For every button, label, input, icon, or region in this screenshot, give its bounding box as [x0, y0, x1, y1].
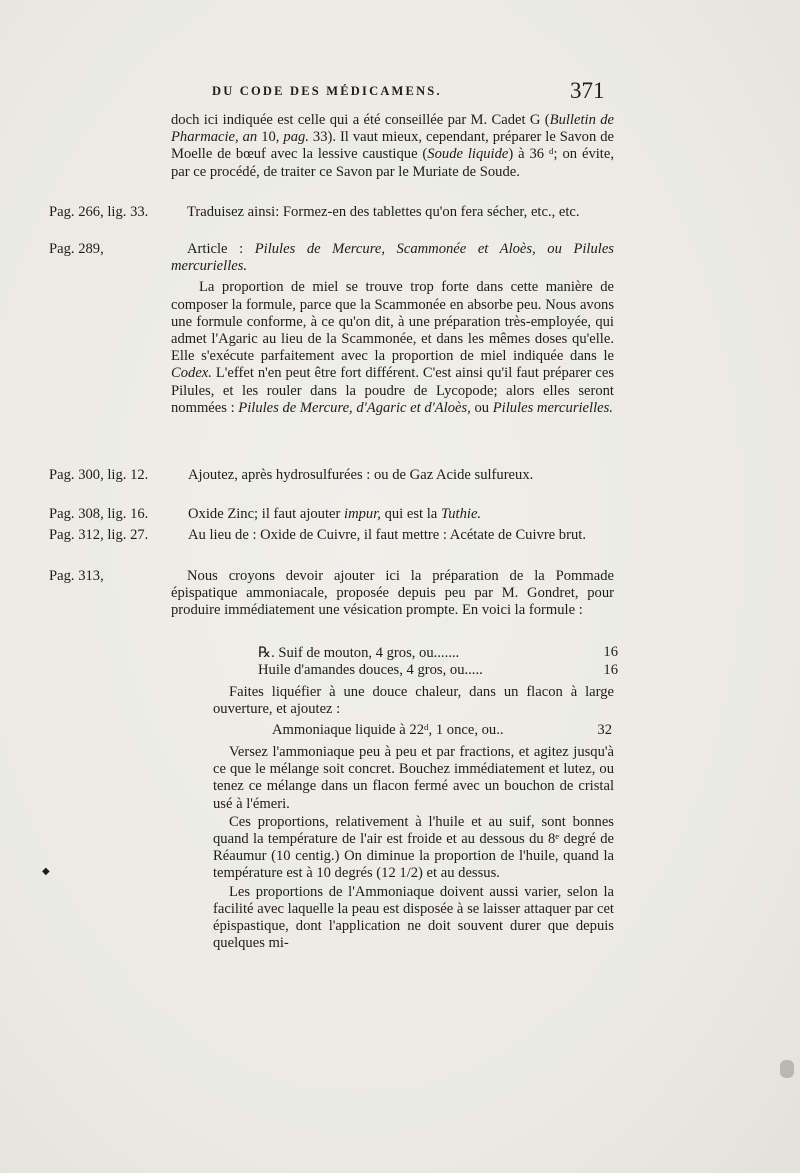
page-header	[0, 78, 800, 108]
page-ref-300: Pag. 300, lig. 12.	[49, 467, 149, 483]
recipe-list	[258, 644, 618, 680]
paragraph-cadet	[171, 112, 614, 181]
entry-text: Nous croyons devoir ajouter ici la préparation de la Pommade épispatique ammoniacale, proposée depuis peu par M. Gondret, pour produire immédiatement une vésication prompte. En voici la formule :	[171, 568, 614, 619]
italic-run: Codex.	[171, 365, 212, 382]
recipe-ingredient: ℞. Suif de mouton, 4 gros, ou.......	[258, 645, 460, 661]
italic-run: impur,	[344, 506, 381, 522]
margin-mark-icon: ◆	[42, 866, 50, 877]
text-run: 33). Il vaut mieux, cependant, préparer le Savon de Moelle de bœuf avec la lessive caustique (	[171, 129, 614, 163]
text-run: Oxide Zinc; il faut ajouter	[188, 506, 345, 522]
recipe-ammonia	[272, 722, 612, 739]
page-edge-blot-icon	[780, 1060, 794, 1078]
recipe-quantity: 16	[603, 644, 618, 660]
recipe-quantity: 32	[597, 722, 612, 738]
entry-text: Versez l'ammoniaque peu à peu et par fractions, et agitez jusqu'à ce que le mélange soit concret. Bouchez immédiatement et lutez, ou tenez ce mélange dans un flacon fermé avec un bouchon de cristal usé à l'émeri.	[213, 744, 614, 812]
entry-300	[188, 467, 614, 484]
entry-313-liquefy	[213, 684, 614, 718]
entry-text: Ajoutez, après hydrosulfurées : ou de Gaz Acide sulfureux.	[188, 467, 534, 483]
text-run: Article :	[187, 241, 255, 257]
italic-run: Pilules de Mercure, Scammonée et Aloès, ou Pilules mercurielles.	[171, 241, 614, 275]
italic-run: Pilules de Mercure, d'Agaric et d'Aloès,	[238, 399, 471, 416]
page-number: 371	[570, 78, 605, 103]
entry-313-body	[213, 744, 614, 952]
page-ref-312: Pag. 312, lig. 27.	[49, 527, 149, 543]
recipe-ingredient: Ammoniaque liquide à 22ᵈ, 1 once, ou..	[272, 722, 504, 738]
text-run: L'effet n'en peut être fort différent. C'est ainsi qu'il faut préparer ces Pilules, et les rouler dans la poudre de Lycopode; alors elles seront nommées :	[171, 365, 614, 416]
text-run: doch ici indiquée est celle qui a été conseillée par M. Cadet G (	[171, 112, 550, 128]
text-run: 10,	[257, 129, 284, 146]
entry-text: Faites liquéfier à une douce chaleur, dans un flacon à large ouverture, et ajoutez :	[213, 684, 614, 718]
entry-text: Au lieu de : Oxide de Cuivre, il faut mettre : Acétate de Cuivre brut.	[188, 527, 586, 543]
text-run: La proportion de miel se trouve trop forte dans cette manière de composer la formule, parce que la Scammonée en absorbe peu. Nous avons une formule conforme, à ce qu'on dit, à une préparation très-employée, qui admet l'Agaric au lieu de la Scammonée, et dans les mêmes doses qu'elle. Elle s'exécute parfaitement avec la proportion de miel indiquée dans le	[171, 279, 614, 365]
page-ref-313: Pag. 313,	[49, 568, 104, 584]
italic-run: Tuthie.	[440, 506, 482, 522]
entry-289	[171, 241, 614, 417]
entry-text: Traduisez ainsi: Formez-en des tablettes qu'on fera sécher, etc., etc.	[187, 204, 580, 220]
recipe-row	[258, 662, 618, 680]
entry-312	[188, 527, 614, 544]
page-ref-308: Pag. 308, lig. 16.	[49, 506, 149, 522]
entry-text: Les proportions de l'Ammoniaque doivent aussi varier, selon la facilité avec laquelle la peau est disposée à se laisser attaquer par cet épispastique, dont l'application ne doit souvent durer que depuis quelques mi-	[213, 883, 614, 952]
italic-run: Bulletin de Pharmacie, an	[171, 112, 614, 146]
text-run: qui est la	[380, 506, 441, 522]
recipe-ingredient: Huile d'amandes douces, 4 gros, ou.....	[258, 662, 483, 678]
entry-text: Ces proportions, relativement à l'huile et au suif, sont bonnes quand la température de l'air est froide et au dessous du 8ᵉ degré de Réaumur (10 centig.) On diminue la proportion de l'huile, quand la température est à 10 degrés (12 1/2) et au dessus.	[213, 813, 614, 882]
entry-313-intro	[171, 568, 614, 620]
recipe-quantity: 16	[603, 662, 618, 678]
page-ref-289: Pag. 289,	[49, 241, 104, 257]
italic-run: Pilules mercurielles.	[492, 399, 613, 416]
page-ref-266: Pag. 266, lig. 33.	[49, 204, 149, 220]
running-head: DU CODE DES MÉDICAMENS.	[212, 84, 442, 98]
italic-run: Soude liquide	[427, 146, 509, 163]
text-run: ) à 36 ᵈ; on évite, par ce procédé, de traiter ce Savon par le Muriate de Soude.	[171, 146, 614, 180]
entry-266	[187, 204, 614, 221]
entry-308	[188, 506, 614, 523]
recipe-row	[258, 644, 618, 662]
text-run: ou	[470, 399, 493, 416]
italic-run: pag.	[283, 129, 309, 146]
